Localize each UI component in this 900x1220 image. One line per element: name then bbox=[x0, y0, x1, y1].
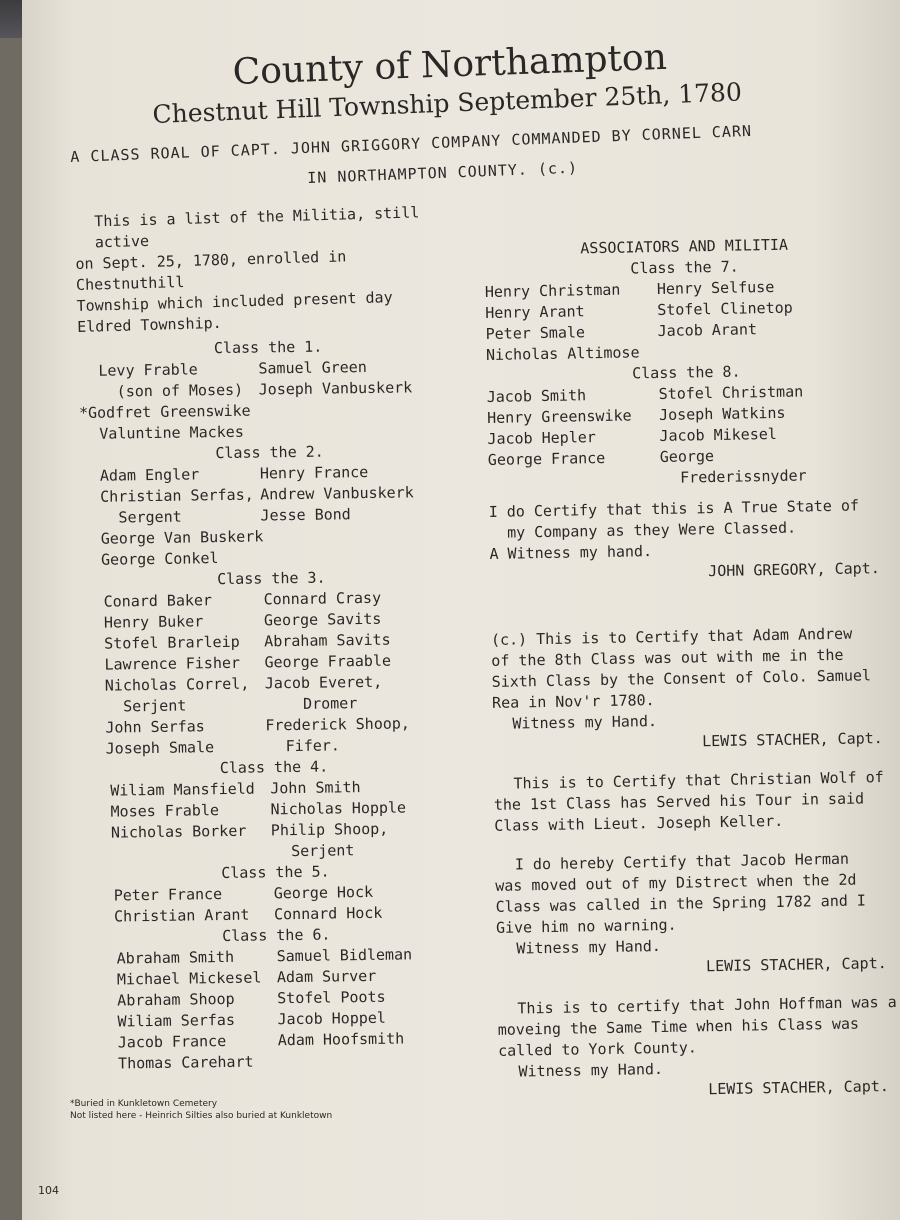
name: Jacob Mikesel bbox=[659, 424, 777, 445]
associators-heading: ASSOCIATORS AND MILITIA bbox=[580, 235, 789, 258]
certificate-line: the 1st Class has Served his Tour in said bbox=[493, 789, 865, 814]
name bbox=[658, 338, 886, 363]
name: Christian Serfas, bbox=[100, 485, 254, 506]
name: Samuel Bidleman bbox=[276, 945, 413, 966]
rank: Serjent bbox=[122, 696, 187, 716]
name: Stofel Clinetop bbox=[657, 298, 793, 319]
rank: Dromer bbox=[302, 694, 358, 713]
name: Moses Frable bbox=[110, 801, 220, 821]
name: Jacob Hoppel bbox=[277, 1008, 386, 1029]
name: Frederick Shoop, bbox=[265, 714, 411, 735]
name: Connard Crasy bbox=[263, 588, 382, 609]
name: Abraham Savits bbox=[264, 630, 391, 651]
certificate-line: This is to Certify that Christian Wolf of bbox=[513, 768, 884, 793]
certificate-line: This is to certify that John Hoffman was a bbox=[517, 992, 897, 1018]
name: Christian Arant bbox=[113, 905, 250, 926]
name: Adam Engler bbox=[99, 465, 200, 485]
certificate-line: Give him no warning. bbox=[495, 915, 677, 937]
heading-line-2: IN NORTHAMPTON COUNTY. (c.) bbox=[307, 158, 579, 187]
name: Henry Arant bbox=[485, 302, 585, 322]
list-item: George Conkel bbox=[100, 549, 219, 569]
certificate-hoffman bbox=[497, 992, 899, 1104]
intro-line: This is a list of the Militia, still active bbox=[94, 203, 420, 252]
footnotes bbox=[70, 1098, 332, 1122]
name: George Savits bbox=[263, 609, 382, 630]
name: John Smith bbox=[270, 778, 361, 798]
heading-line-1: A CLASS ROAL OF CAPT. JOHN GRIGGORY COMPANY COMMANDED BY CORNEL CARN bbox=[70, 121, 753, 166]
name: Jacob Hepler bbox=[487, 428, 596, 448]
name: Nicholas Altimose bbox=[485, 343, 640, 364]
certificate-line: was moved out of my Distrect when the 2d bbox=[495, 870, 857, 895]
name: Nicholas Correl, bbox=[104, 674, 250, 695]
name: Nicholas Hopple bbox=[270, 798, 407, 819]
certificate-gregory bbox=[489, 495, 890, 586]
list-item: Valuntine Mackes bbox=[99, 422, 244, 443]
name-note: (son of Moses) bbox=[116, 380, 244, 401]
name: Jacob Everet, bbox=[264, 672, 383, 693]
name: Stofel Poots bbox=[277, 987, 386, 1008]
name: Levy Frable bbox=[98, 360, 198, 380]
rank: Sergent bbox=[118, 507, 182, 527]
footnote: *Buried in Kunkletown Cemetery bbox=[70, 1099, 218, 1109]
class-3-title: Class the 3. bbox=[217, 568, 326, 589]
footnote: Not listed here - Heinrich Silties also buried at Kunkletown bbox=[70, 1111, 333, 1121]
name: George bbox=[659, 447, 715, 466]
rank: Serjent bbox=[291, 841, 355, 861]
certificate-line: I do hereby Certify that Jacob Herman bbox=[514, 849, 850, 874]
signature: JOHN GREGORY, Capt. bbox=[708, 559, 880, 581]
name: Jacob Smith bbox=[486, 386, 587, 406]
class-5-title: Class the 5. bbox=[221, 862, 330, 883]
left-column bbox=[78, 335, 468, 1075]
name: Andrew Vanbuskerk bbox=[260, 483, 414, 504]
certificate-line: I do Certify that this is A True State of bbox=[488, 496, 860, 521]
name: Wiliam Serfas bbox=[117, 1010, 236, 1031]
certificate-line: Rea in Nov'r 1780. bbox=[491, 691, 655, 712]
signature: LEWIS STACHER, Capt. bbox=[705, 954, 887, 976]
name: Joseph Watkins bbox=[658, 403, 786, 424]
certificate-line: moveing the Same Time when his Class was bbox=[497, 1014, 860, 1039]
signature: LEWIS STACHER, Capt. bbox=[701, 729, 883, 751]
name: Adam Surver bbox=[276, 966, 377, 987]
class-8-title: Class the 8. bbox=[632, 362, 741, 383]
name: Thomas Carehart bbox=[117, 1052, 254, 1073]
name: Samuel Green bbox=[258, 357, 367, 378]
name: Abraham Smith bbox=[116, 947, 235, 968]
certificate-line: A Witness my hand. bbox=[489, 542, 653, 563]
page-number: 104 bbox=[38, 1184, 59, 1197]
list-item: George Van Buskerk bbox=[100, 527, 264, 548]
signature: LEWIS STACHER, Capt. bbox=[708, 1077, 889, 1099]
right-column bbox=[484, 233, 899, 1104]
name bbox=[488, 468, 660, 492]
name: George Hock bbox=[273, 882, 374, 903]
certificate-andrew bbox=[491, 623, 893, 756]
name: Adam Hoofsmith bbox=[277, 1029, 405, 1050]
certificate-line: Class was called in the Spring 1782 and I bbox=[495, 891, 867, 916]
rank: Fifer. bbox=[285, 736, 340, 756]
certificate-herman bbox=[495, 848, 897, 981]
name bbox=[111, 841, 271, 864]
name: George France bbox=[487, 448, 606, 469]
certificate-line: my Company as they Were Classed. bbox=[506, 518, 797, 542]
class-4-title: Class the 4. bbox=[219, 757, 329, 778]
intro-line: on Sept. 25, 1780, enrolled in Chestnuthill bbox=[75, 247, 347, 294]
certificate-line: Class with Lieut. Joseph Keller. bbox=[494, 811, 784, 835]
name: Henry Buker bbox=[103, 612, 204, 632]
name: Philip Shoop, bbox=[270, 819, 389, 840]
list-item: *Godfret Greenswike bbox=[78, 401, 251, 422]
certificate-line: Sixth Class by the Consent of Colo. Samuel bbox=[491, 666, 872, 691]
list-item bbox=[88, 1049, 468, 1075]
name: Peter France bbox=[113, 885, 223, 905]
certificate-line: (c.) This is to Certify that Adam Andrew bbox=[490, 624, 853, 649]
class-6-title: Class the 6. bbox=[222, 925, 331, 946]
certificate-wolf bbox=[493, 767, 894, 837]
class-7-title: Class the 7. bbox=[630, 257, 739, 278]
name: Abraham Shoop bbox=[117, 989, 235, 1010]
name: Henry France bbox=[259, 462, 369, 483]
name: Henry Greenswike bbox=[486, 406, 632, 427]
name: Joseph Smale bbox=[105, 738, 215, 758]
name: Peter Smale bbox=[485, 323, 586, 343]
name: Nicholas Borker bbox=[110, 821, 247, 842]
class-1-title: Class the 1. bbox=[213, 337, 323, 358]
certificate-line: Witness my Hand. bbox=[518, 1060, 664, 1081]
name: Jesse Bond bbox=[260, 505, 351, 525]
name bbox=[278, 1049, 468, 1073]
name: Jacob France bbox=[117, 1032, 227, 1052]
name: Stofel Christman bbox=[658, 382, 804, 403]
certificate-line: called to York County. bbox=[497, 1038, 697, 1060]
name: Frederissnyder bbox=[680, 466, 807, 487]
name: Lawrence Fisher bbox=[104, 653, 241, 674]
page-title: County of Northampton bbox=[232, 36, 668, 93]
class-2-title: Class the 2. bbox=[215, 442, 324, 463]
name: Henry Selfuse bbox=[656, 277, 775, 298]
name: John Serfas bbox=[105, 717, 205, 737]
name: George Fraable bbox=[264, 651, 392, 672]
name: Henry Christman bbox=[484, 280, 621, 301]
intro-line: Eldred Township. bbox=[76, 313, 222, 336]
name: Michael Mickesel bbox=[116, 968, 262, 989]
name: Joseph Vanbuskerk bbox=[258, 378, 413, 399]
intro-line: Township which included present day bbox=[76, 288, 393, 315]
certificate-line: of the 8th Class was out with me in the bbox=[491, 645, 844, 670]
page-subtitle: Chestnut Hill Township September 25th, 1780 bbox=[152, 77, 743, 129]
name: Connard Hock bbox=[273, 903, 383, 924]
document-page bbox=[22, 0, 900, 1220]
name: Conard Baker bbox=[103, 591, 213, 611]
intro-paragraph bbox=[74, 202, 447, 338]
name: Wiliam Mansfield bbox=[110, 779, 255, 800]
name: Stofel Brarleip bbox=[104, 632, 240, 653]
name: Jacob Arant bbox=[657, 320, 758, 340]
certificate-line: Witness my Hand. bbox=[512, 712, 658, 733]
certificate-line: Witness my Hand. bbox=[516, 937, 662, 958]
